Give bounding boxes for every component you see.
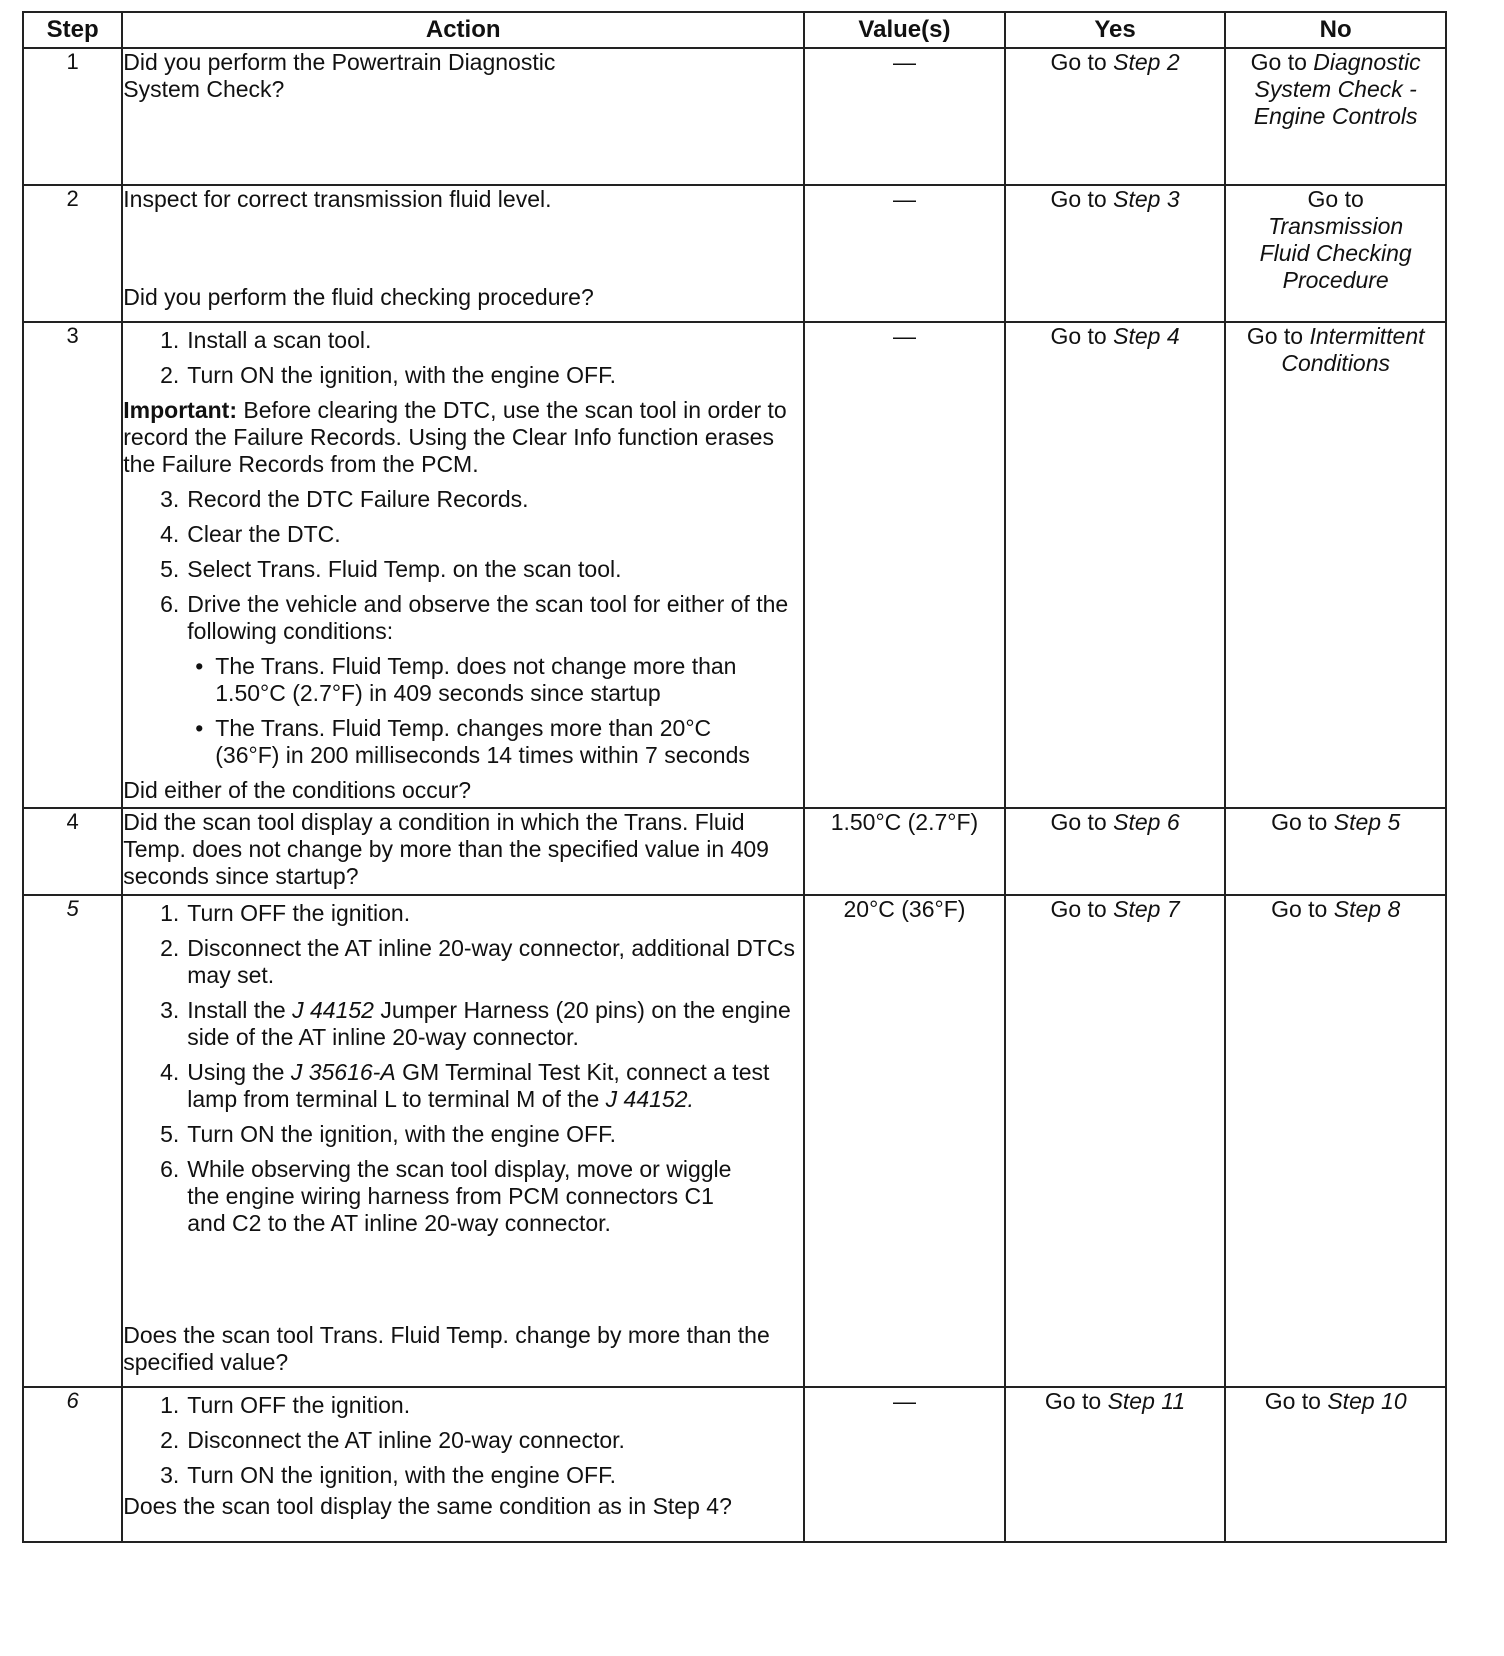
list-item: 3. Record the DTC Failure Records.: [160, 486, 529, 512]
value-cell: 1.50°C (2.7°F): [804, 808, 1005, 895]
tool-ref: J 35616-A: [290, 1059, 396, 1085]
no-link[interactable]: Intermittent Conditions: [1281, 323, 1425, 376]
yes-prefix: Go to: [1050, 896, 1114, 922]
no-link[interactable]: Diagnostic System Check - Engine Controls: [1253, 49, 1421, 129]
action-cell: [122, 185, 804, 322]
yes-prefix: Go to: [1050, 809, 1114, 835]
value-cell: —: [804, 322, 1005, 808]
table-row-step-6: [23, 1387, 1446, 1542]
action-cell: [122, 48, 804, 185]
no-prefix: Go to: [1246, 323, 1310, 349]
header-row: [23, 12, 1446, 48]
header-yes: Yes: [1005, 12, 1226, 48]
question: Did either of the conditions occur?: [123, 777, 472, 803]
important-note: Important: Before clearing the DTC, use the scan tool in order to record the Failure Records. Using the Clear Info function erases the Failure Records from the PCM.: [123, 397, 787, 477]
no-link[interactable]: Step 10: [1327, 1388, 1407, 1414]
yes-link[interactable]: Step 7: [1113, 896, 1180, 922]
list-item: 6. While observing the scan tool display, move or wiggle the engine wiring harness from PCM connectors C1 and C2 to the AT inline 20-way connector.: [160, 1156, 732, 1236]
question: Did the scan tool display a condition in which the Trans. Fluid Temp. does not change by more than the specified value in 409 seconds since startup?: [123, 809, 769, 889]
yes-cell: [1005, 322, 1226, 808]
no-cell: [1225, 322, 1446, 808]
question: Did you perform the fluid checking procedure?: [123, 284, 594, 310]
action-cell: [122, 808, 804, 895]
table-row-step-4: [23, 808, 1446, 895]
list-item: 1. Install a scan tool.: [160, 327, 372, 353]
question: Does the scan tool display the same condition as in Step 4?: [123, 1493, 732, 1519]
question: Does the scan tool Trans. Fluid Temp. change by more than the specified value?: [123, 1322, 770, 1375]
value-cell: —: [804, 48, 1005, 185]
yes-link[interactable]: Step 2: [1113, 49, 1180, 75]
no-link[interactable]: Step 8: [1333, 896, 1401, 922]
step-number: 2: [23, 185, 122, 322]
step-number: 3: [23, 322, 122, 808]
question: Did you perform the Powertrain Diagnostic System Check?: [123, 49, 556, 102]
yes-cell: [1005, 185, 1226, 322]
list-item: 5. Turn ON the ignition, with the engine OFF.: [160, 1121, 616, 1147]
instruction: Inspect for correct transmission fluid level.: [123, 186, 552, 212]
no-cell: [1225, 48, 1446, 185]
list-item: 6. Drive the vehicle and observe the scan tool for either of the following conditions:: [160, 591, 789, 644]
tool-ref: J 44152.: [605, 1086, 694, 1112]
no-link[interactable]: Step 5: [1333, 809, 1401, 835]
no-prefix: Go to: [1250, 49, 1314, 75]
yes-cell: [1005, 895, 1226, 1387]
no-cell: [1225, 808, 1446, 895]
table-row-step-2: [23, 185, 1446, 322]
header-action: Action: [122, 12, 804, 48]
value-cell: —: [804, 185, 1005, 322]
list-item: 2. Disconnect the AT inline 20-way connector.: [160, 1427, 625, 1453]
list-item: 2. Disconnect the AT inline 20-way connector, additional DTCs may set.: [160, 935, 795, 988]
table-row-step-5: [23, 895, 1446, 1387]
action-cell: [122, 895, 804, 1387]
yes-cell: [1005, 48, 1226, 185]
header-step: Step: [23, 12, 122, 48]
bullet-item: • The Trans. Fluid Temp. changes more than 20°C (36°F) in 200 milliseconds 14 times within 7 seconds: [195, 715, 750, 768]
step-number: 6: [23, 1387, 122, 1542]
bullet-item: • The Trans. Fluid Temp. does not change more than 1.50°C (2.7°F) in 409 seconds since startup: [195, 653, 737, 706]
header-no: No: [1225, 12, 1446, 48]
list-item: 1. Turn OFF the ignition.: [160, 900, 411, 926]
yes-prefix: Go to: [1050, 323, 1114, 349]
no-prefix: Go to: [1271, 809, 1334, 835]
yes-link[interactable]: Step 4: [1113, 323, 1180, 349]
table-row-step-1: [23, 48, 1446, 185]
yes-link[interactable]: Step 3: [1113, 186, 1180, 212]
step-number: 4: [23, 808, 122, 895]
action-cell: [122, 1387, 804, 1542]
list-item: 4. Using the J 35616-A GM Terminal Test Kit, connect a test lamp from terminal L to terminal M of the J 44152.: [160, 1059, 770, 1112]
table-row-step-3: [23, 322, 1446, 808]
yes-link[interactable]: Step 6: [1113, 809, 1180, 835]
no-prefix: Go to: [1307, 186, 1364, 212]
list-item: 1. Turn OFF the ignition.: [160, 1392, 411, 1418]
action-cell: [122, 322, 804, 808]
yes-link[interactable]: Step 11: [1107, 1388, 1186, 1414]
header-value: Value(s): [804, 12, 1005, 48]
list-item: 3. Install the J 44152 Jumper Harness (20 pins) on the engine side of the AT inline 20-way connector.: [160, 997, 791, 1050]
diagnostic-table: [22, 11, 1447, 1543]
step-number: 5: [23, 895, 122, 1387]
tool-ref: J 44152: [292, 997, 374, 1023]
list-item: 4. Clear the DTC.: [160, 521, 341, 547]
no-cell: [1225, 895, 1446, 1387]
no-prefix: Go to: [1264, 1388, 1328, 1414]
yes-cell: [1005, 1387, 1226, 1542]
no-cell: [1225, 1387, 1446, 1542]
yes-prefix: Go to: [1044, 1388, 1108, 1414]
yes-cell: [1005, 808, 1226, 895]
value-cell: 20°C (36°F): [804, 895, 1005, 1387]
no-link[interactable]: Transmission Fluid Checking Procedure: [1259, 213, 1412, 293]
no-prefix: Go to: [1271, 896, 1334, 922]
yes-prefix: Go to: [1050, 49, 1114, 75]
list-item: 3. Turn ON the ignition, with the engine OFF.: [160, 1462, 616, 1488]
value-cell: —: [804, 1387, 1005, 1542]
list-item: 5. Select Trans. Fluid Temp. on the scan tool.: [160, 556, 622, 582]
yes-prefix: Go to: [1050, 186, 1114, 212]
list-item: 2. Turn ON the ignition, with the engine OFF.: [160, 362, 616, 388]
no-cell: [1225, 185, 1446, 322]
step-number: 1: [23, 48, 122, 185]
